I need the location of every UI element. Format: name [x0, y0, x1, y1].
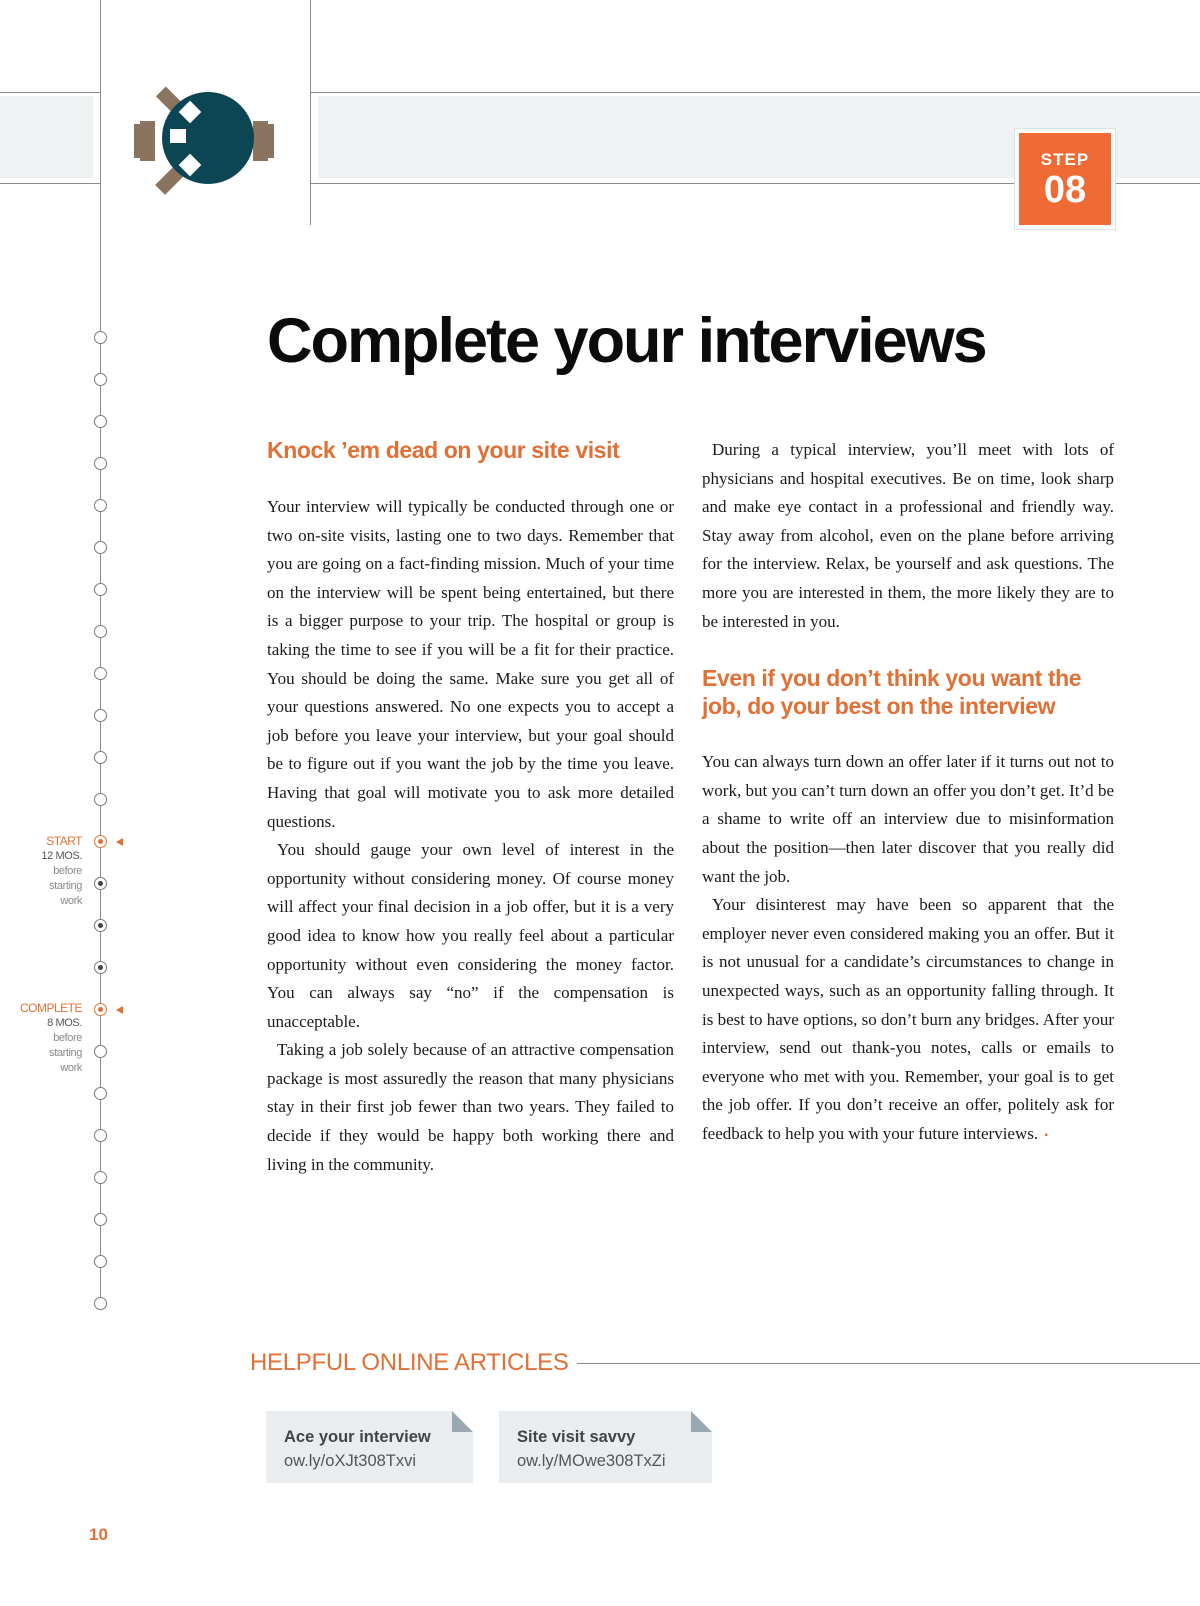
- timeline-marker-start: [94, 835, 107, 848]
- article-title: Ace your interview: [284, 1428, 431, 1446]
- timeline-marker-active: [94, 877, 107, 890]
- timeline-marker: [94, 667, 107, 680]
- page-number: 10: [89, 1525, 108, 1544]
- timeline-marker: [94, 331, 107, 344]
- timeline-marker: [94, 499, 107, 512]
- right-intro-paragraph: During a typical interview, you’ll meet with lots of physicians and hospital executives. Be on time, look sharp and make eye contact in a professional and friendly way. Stay away from alcohol, even on the plane before arriving for the interview. Relax, be yourself and ask questions. The more you are interested in them, the more likely they are to be interested in you.: [702, 440, 1114, 631]
- start-pointer-icon: [116, 838, 123, 846]
- right-column: [702, 436, 1114, 1149]
- complete-line1: before: [53, 1032, 82, 1044]
- step-number: 08: [1043, 169, 1087, 211]
- interview-table-icon: [130, 80, 280, 195]
- header-rule-bottom-right: [311, 183, 1019, 184]
- timeline-marker-active: [94, 961, 107, 974]
- right-heading: Even if you don’t think you want the job, do your best on the interview: [702, 665, 1082, 720]
- timeline-marker-complete: [94, 1003, 107, 1016]
- header-frame-right-line: [310, 0, 311, 225]
- header-rule-bottom-left: [0, 183, 100, 184]
- header-rule-top-right: [311, 92, 1200, 93]
- right-paragraph-1: You can always turn down an offer later if it turns out not to work, but you can’t turn down an offer you don’t get. It’d be a shame to write off an interview due to misinformation about the position—then later discover that you really did want the job.: [702, 752, 1114, 886]
- complete-line3: work: [60, 1062, 82, 1074]
- start-label: START: [46, 834, 82, 848]
- page-fold-icon: [452, 1411, 473, 1432]
- header-band-left: [0, 96, 93, 178]
- left-paragraph-3: Taking a job solely because of an attractive compensation package is most assuredly the reason that many physicians stay in their first job fewer than two years. They failed to decide if they would be happy both working there and living in the community.: [267, 1040, 674, 1174]
- start-line1: before: [53, 865, 82, 877]
- timeline-complete-label: [20, 1001, 82, 1076]
- end-mark: •: [1044, 1127, 1049, 1142]
- timeline-marker: [94, 583, 107, 596]
- start-line3: work: [60, 895, 82, 907]
- left-paragraph-1: Your interview will typically be conducted through one or two on-site visits, lasting one to two days. Remember that you are going on a fact-finding mission. Much of your time on the interview will be spent being entertained, but there is a bigger purpose to your trip. The hospital or group is taking the time to see if you will be a fit for their practice. You should be doing the same. Make sure you get all of your questions answered. No one expects you to accept a job before you leave your interview, but your goal should be to figure out if you want the job by the time you leave. Having that goal will motivate you to ask more detailed questions.: [267, 497, 674, 831]
- timeline-marker-active: [94, 919, 107, 932]
- timeline-marker: [94, 1297, 107, 1310]
- timeline-start-label: [41, 834, 82, 909]
- timeline-marker: [94, 709, 107, 722]
- right-paragraph-2-text: Your disinterest may have been so apparent that the employer never even considered making you an offer. But it is not unusual for a candidate’s circumstances to change in unexpected ways, such as an opportunity falling through. It is best to have options, so don’t burn any bridges. After your interview, send out thank-you notes, calls or emails to everyone who met with you. Remember, your goal is to get the job offer. If you don’t receive an offer, politely ask for feedback to help you with your future interviews.: [702, 895, 1114, 1143]
- timeline-marker: [94, 1255, 107, 1268]
- complete-line2: starting: [49, 1047, 82, 1059]
- timeline-marker: [94, 1087, 107, 1100]
- article-title: Site visit savvy: [517, 1428, 636, 1446]
- timeline-marker: [94, 751, 107, 764]
- timeline-line: [100, 0, 101, 1300]
- articles-heading: HELPFUL ONLINE ARTICLES: [242, 1349, 577, 1377]
- complete-months: 8 MOS.: [47, 1017, 82, 1029]
- start-line2: starting: [49, 880, 82, 892]
- article-card-ace-interview[interactable]: [266, 1411, 473, 1483]
- article-link[interactable]: ow.ly/oXJt308Txvi: [284, 1452, 417, 1470]
- timeline-marker: [94, 1045, 107, 1058]
- timeline-marker: [94, 1129, 107, 1142]
- header-rule-top-left: [0, 92, 100, 93]
- left-heading: Knock ’em dead on your site visit: [267, 437, 620, 463]
- complete-label: COMPLETE: [19, 1001, 82, 1015]
- right-paragraph-2: [702, 891, 1114, 1149]
- article-link[interactable]: ow.ly/MOwe308TxZi: [517, 1452, 666, 1470]
- left-paragraph-2: You should gauge your own level of interest in the opportunity without considering money. Of course money will affect your final decision in a job offer, but it is a very good idea to know how you really feel about a particular opportunity without even considering the money factor. You can always say “no” if the compensation is unacceptable.: [267, 840, 674, 1031]
- page-fold-icon: [691, 1411, 712, 1432]
- timeline-marker: [94, 1171, 107, 1184]
- timeline-marker: [94, 1213, 107, 1226]
- step-badge: [1019, 133, 1111, 225]
- page-title: Complete your interviews: [267, 306, 986, 376]
- timeline-marker: [94, 793, 107, 806]
- timeline-marker: [94, 457, 107, 470]
- timeline-marker: [94, 415, 107, 428]
- left-column: [267, 436, 674, 1179]
- timeline-marker: [94, 373, 107, 386]
- header-rule-bottom-end: [1111, 183, 1200, 184]
- start-months: 12 MOS.: [41, 850, 82, 862]
- timeline-marker: [94, 541, 107, 554]
- articles-rule-right: [562, 1363, 1200, 1364]
- step-label: STEP: [1040, 150, 1090, 169]
- timeline-marker: [94, 625, 107, 638]
- complete-pointer-icon: [116, 1006, 123, 1014]
- article-card-site-visit[interactable]: [499, 1411, 712, 1483]
